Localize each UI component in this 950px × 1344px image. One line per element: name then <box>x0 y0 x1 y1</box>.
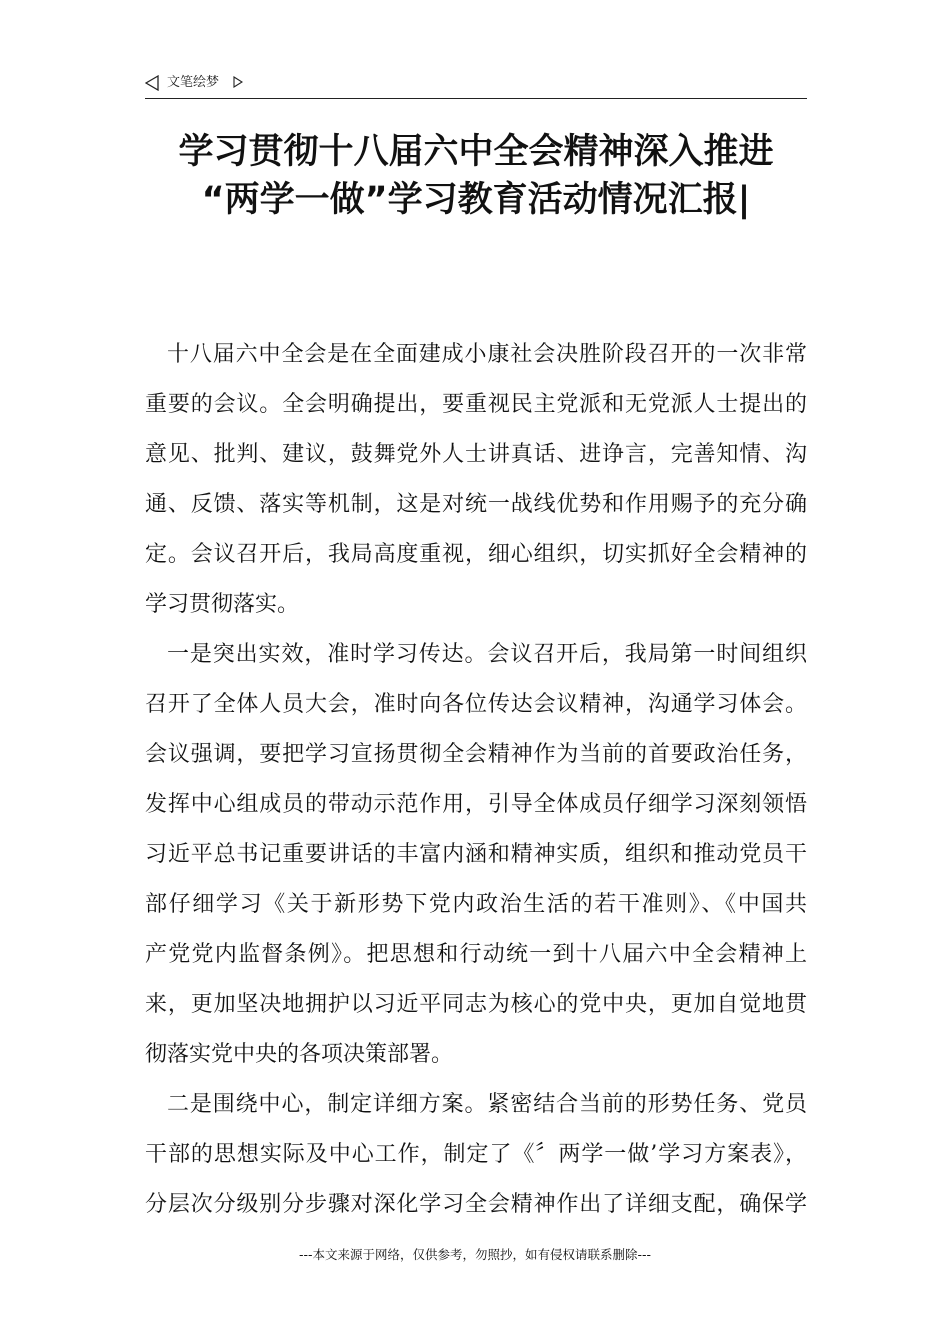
body-line: 来，更加坚决地拥护以习近平同志为核心的党中央，更加自觉地贯 <box>145 992 807 1017</box>
header-brand: 文笔绘梦 <box>167 75 220 90</box>
body-line: 重要的会议。全会明确提出，要重视民主党派和无党派人士提出的 <box>145 392 807 417</box>
body-line: 彻落实党中央的各项决策部署。 <box>145 1042 454 1067</box>
body-line: 意见、批判、建议，鼓舞党外人士讲真话、进诤言，完善知情、沟 <box>145 442 807 467</box>
body-line: 召开了全体人员大会，准时向各位传达会议精神，沟通学习体会。 <box>145 692 807 717</box>
body-line: 会议强调，要把学习宣扬贯彻全会精神作为当前的首要政治任务， <box>145 742 807 767</box>
body-line: 产党党内监督条例》。把思想和行动统一到十八届六中全会精神上 <box>145 942 807 967</box>
body-line: 习近平总书记重要讲话的丰富内涵和精神实质，组织和推动党员干 <box>145 842 807 867</box>
body-line: 发挥中心组成员的带动示范作用，引导全体成员仔细学习深刻领悟 <box>145 792 807 817</box>
body-line: 二是围绕中心，制定详细方案。紧密结合当前的形势任务、党员 <box>167 1092 807 1117</box>
body-line: 学习贯彻落实。 <box>145 592 300 617</box>
page-header <box>145 72 807 99</box>
triangle-left-icon <box>145 75 159 91</box>
page-footer-disclaimer: ---本文来源于网络，仅供参考，勿照抄，如有侵权请联系删除--- <box>298 1247 652 1262</box>
triangle-right-icon <box>233 76 243 88</box>
body-line: 定。会议召开后，我局高度重视，细心组织，切实抓好全会精神的 <box>145 542 807 567</box>
body-line: 通、反馈、落实等机制，这是对统一战线优势和作用赐予的充分确 <box>145 492 807 517</box>
document-body <box>145 330 807 1230</box>
body-line: 十八届六中全会是在全面建成小康社会决胜阶段召开的一次非常 <box>167 342 807 367</box>
document-title <box>145 128 807 224</box>
body-line: 分层次分级别分步骤对深化学习全会精神作出了详细支配，确保学 <box>145 1192 807 1217</box>
body-line: 干部的思想实际及中心工作，制定了《〞两学一做’学习方案表》， <box>145 1142 807 1167</box>
title-line-1: 学习贯彻十八届六中全会精神深入推进 <box>178 132 774 172</box>
body-line: 部仔细学习《关于新形势下党内政治生活的若干准则》、《中国共 <box>145 892 807 917</box>
body-line: 一是突出实效，准时学习传达。会议召开后，我局第一时间组织 <box>167 642 807 667</box>
title-line-2: “两学一做”学习教育活动情况汇报| <box>201 180 751 220</box>
